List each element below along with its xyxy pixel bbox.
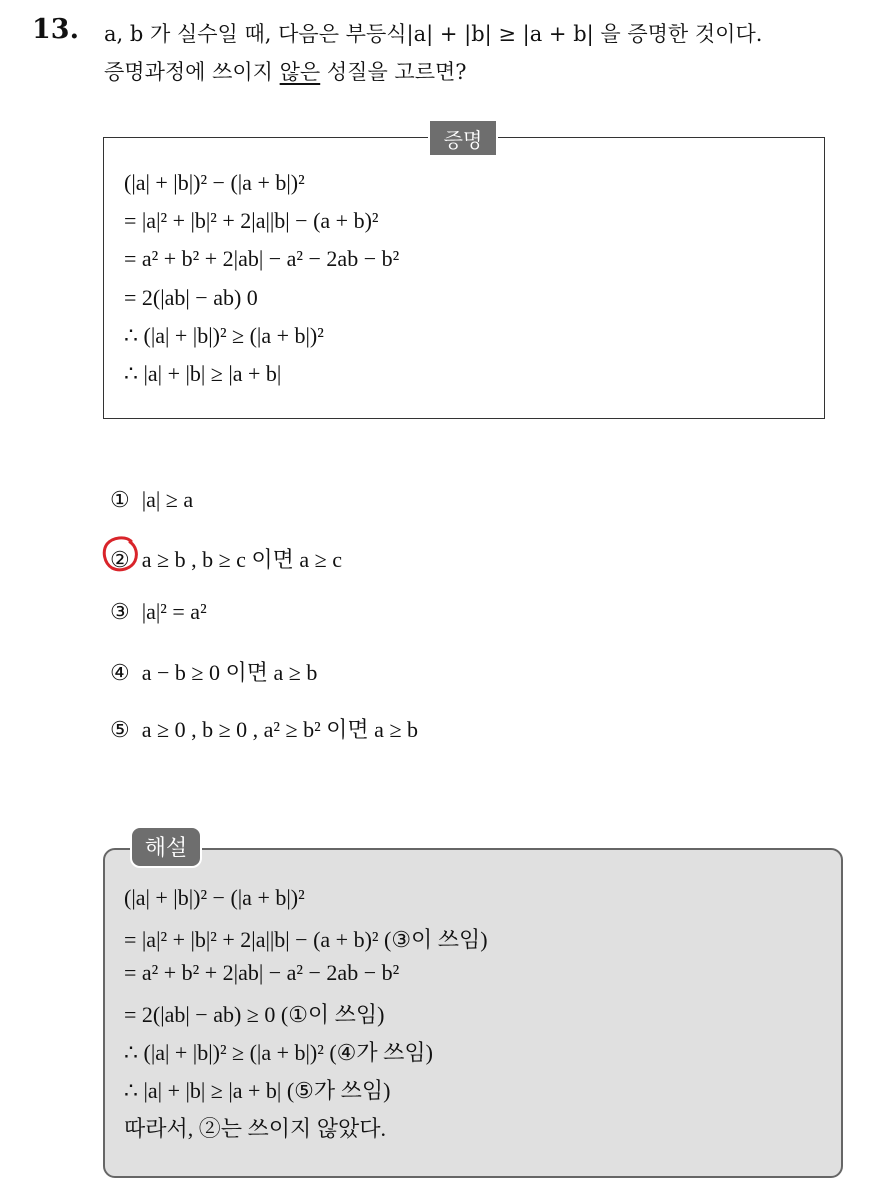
option-4[interactable] (110, 656, 317, 687)
solution-tab-label: 해설 (130, 826, 202, 868)
question-text-part: 증명과정에 쓰이지 (104, 60, 280, 84)
proof-line: ∴ |a| + |b| ≥ |a + b| (124, 361, 282, 386)
question-text-part: 성질을 고르면? (320, 60, 467, 84)
question-text-line-1: a, b 가 실수일 때, 다음은 부등식|a| + |b| ≥ |a + b| 을 증명한 것이다. (104, 22, 763, 46)
option-number: ③ (110, 600, 130, 625)
option-5[interactable] (110, 713, 418, 744)
option-text: |a|² = a² (141, 599, 207, 624)
solution-line: = a² + b² + 2|ab| − a² − 2ab − b² (124, 960, 400, 985)
question-number: 13. (32, 14, 79, 45)
proof-line: (|a| + |b|)² − (|a + b|)² (124, 170, 305, 195)
underlined-word: 않은 (279, 60, 321, 84)
option-number: ⑤ (110, 718, 130, 743)
solution-line: ∴ |a| + |b| ≥ |a + b| (⑤가 쓰임) (124, 1078, 391, 1103)
solution-line: ∴ (|a| + |b|)² ≥ (|a + b|)² (④가 쓰임) (124, 1040, 433, 1065)
option-text: a ≥ b , b ≥ c 이면 a ≥ c (141, 547, 343, 572)
option-text: a − b ≥ 0 이면 a ≥ b (141, 660, 318, 685)
option-number: ② (110, 548, 130, 573)
solution-line: = |a|² + |b|² + 2|a||b| − (a + b)² (③이 쓰임) (124, 927, 488, 952)
proof-tab-label: 증명 (428, 119, 498, 157)
question-text-line-2 (104, 56, 467, 86)
option-1[interactable] (110, 487, 193, 513)
option-text: |a| ≥ a (141, 487, 194, 512)
proof-line: = a² + b² + 2|ab| − a² − 2ab − b² (124, 246, 400, 271)
proof-line: = 2(|ab| − ab) 0 (124, 285, 258, 310)
option-3[interactable] (110, 599, 207, 625)
proof-line: ∴ (|a| + |b|)² ≥ (|a + b|)² (124, 323, 324, 348)
option-2[interactable] (110, 543, 342, 574)
solution-line: (|a| + |b|)² − (|a + b|)² (124, 885, 305, 910)
answer-circle-mark (101, 535, 141, 573)
solution-line: 따라서, ②는 쓰이지 않았다. (124, 1116, 387, 1141)
option-text: a ≥ 0 , b ≥ 0 , a² ≥ b² 이면 a ≥ b (141, 717, 419, 742)
proof-line: = |a|² + |b|² + 2|a||b| − (a + b)² (124, 208, 379, 233)
option-number: ① (110, 488, 130, 513)
solution-line: = 2(|ab| − ab) ≥ 0 (①이 쓰임) (124, 1002, 385, 1027)
option-number: ④ (110, 661, 130, 686)
